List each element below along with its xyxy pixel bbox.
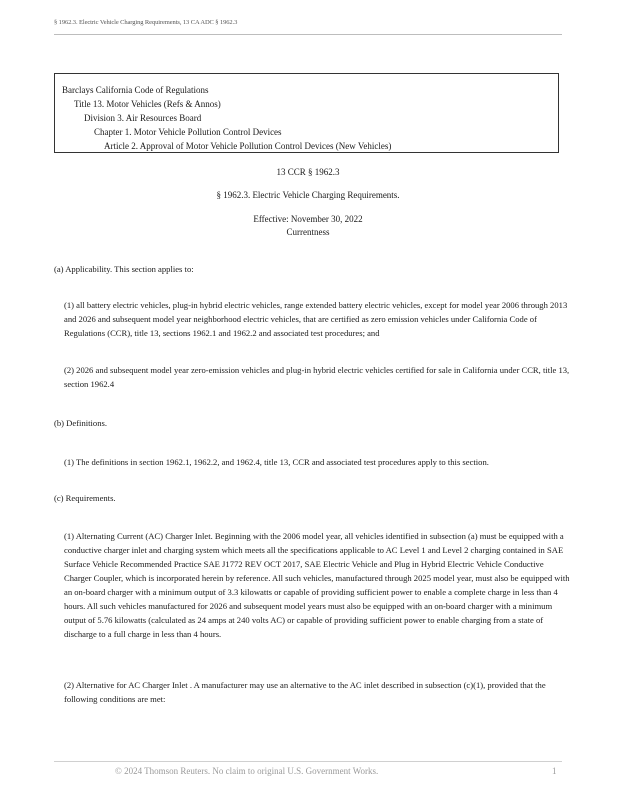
division-link[interactable]: Division 3. Air Resources Board (84, 113, 202, 123)
subsection-a: (a) Applicability. This section applies to: (54, 264, 194, 274)
section-heading: § 1962.3. Electric Vehicle Charging Requirements. (216, 190, 400, 200)
paragraph-c2: (2) Alternative for AC Charger Inlet . A manufacturer may use an alternative to the AC inlet described in subsection (c)(1), provided that the following conditions are met: (64, 680, 546, 704)
chapter-link[interactable]: Chapter 1. Motor Vehicle Pollution Control Devices (94, 127, 282, 137)
paragraph-b1: (1) The definitions in section 1962.1, 1962.2, and 1962.4, title 13, CCR and associated test procedures apply to this section. (64, 457, 489, 467)
header-divider (54, 34, 562, 35)
paragraph-c1: (1) Alternating Current (AC) Charger Inlet. Beginning with the 2006 model year, all vehicles identified in subsection (a) must be equipped with a conductive charger inlet and charging system which meets all the specifications applicable to AC Level 1 and Level 2 charging contained in SAE Surface Vehicle Recommended Practice SAE J1772 REV OCT 2017, SAE Electric Vehicle and Plug in Hybrid Electric Vehicle Conductive Charger Coupler, which is incorporated herein by reference. All such vehicles, manufactured through 2025 model year, must also be equipped with an on-board charger with a minimum output of 3.3 kilowatts or capable of providing sufficient power to enable a complete charge in less than 4 hours. All such vehicles manufactured for 2026 and subsequent model years must also be equipped with an on-board charger with a minimum output of 5.76 kilowatts (calculated as 24 amps at 240 volts AC) or capable of providing sufficient power to enable charging from a state of discharge to a full charge in less than 4 hours. (64, 531, 570, 639)
running-head: § 1962.3. Electric Vehicle Charging Requirements, 13 CA ADC § 1962.3 (54, 19, 238, 26)
copyright-footer: © 2024 Thomson Reuters. No claim to original U.S. Government Works. (115, 766, 379, 776)
paragraph-a1: (1) all battery electric vehicles, plug-in hybrid electric vehicles, range extended battery electric vehicles, except for model year 2006 through 2013 and 2026 and subsequent model year neighborhood electric vehicles, that are certified as zero emission vehicles under California Code of Regulations (CCR), title 13, sections 1962.1 and 1962.2 and associated test procedures; and (64, 300, 568, 338)
page-number: 1 (552, 766, 557, 776)
code-name: Barclays California Code of Regulations (62, 85, 209, 95)
citation: 13 CCR § 1962.3 (276, 167, 340, 177)
currentness-link[interactable]: Currentness (286, 227, 330, 237)
footer-divider (54, 761, 562, 762)
paragraph-a2: (2) 2026 and subsequent model year zero-emission vehicles and plug-in hybrid electric vehicles certified for sale in California under CCR, title 13, section 1962.4 (64, 365, 570, 389)
subsection-c: (c) Requirements. (54, 493, 116, 503)
subsection-b: (b) Definitions. (54, 418, 107, 428)
citation-box (54, 73, 559, 153)
effective-date: Effective: November 30, 2022 (253, 214, 363, 224)
title-link[interactable]: Title 13. Motor Vehicles (Refs & Annos) (74, 99, 221, 109)
article-link[interactable]: Article 2. Approval of Motor Vehicle Pollution Control Devices (New Vehicles) (104, 141, 392, 151)
